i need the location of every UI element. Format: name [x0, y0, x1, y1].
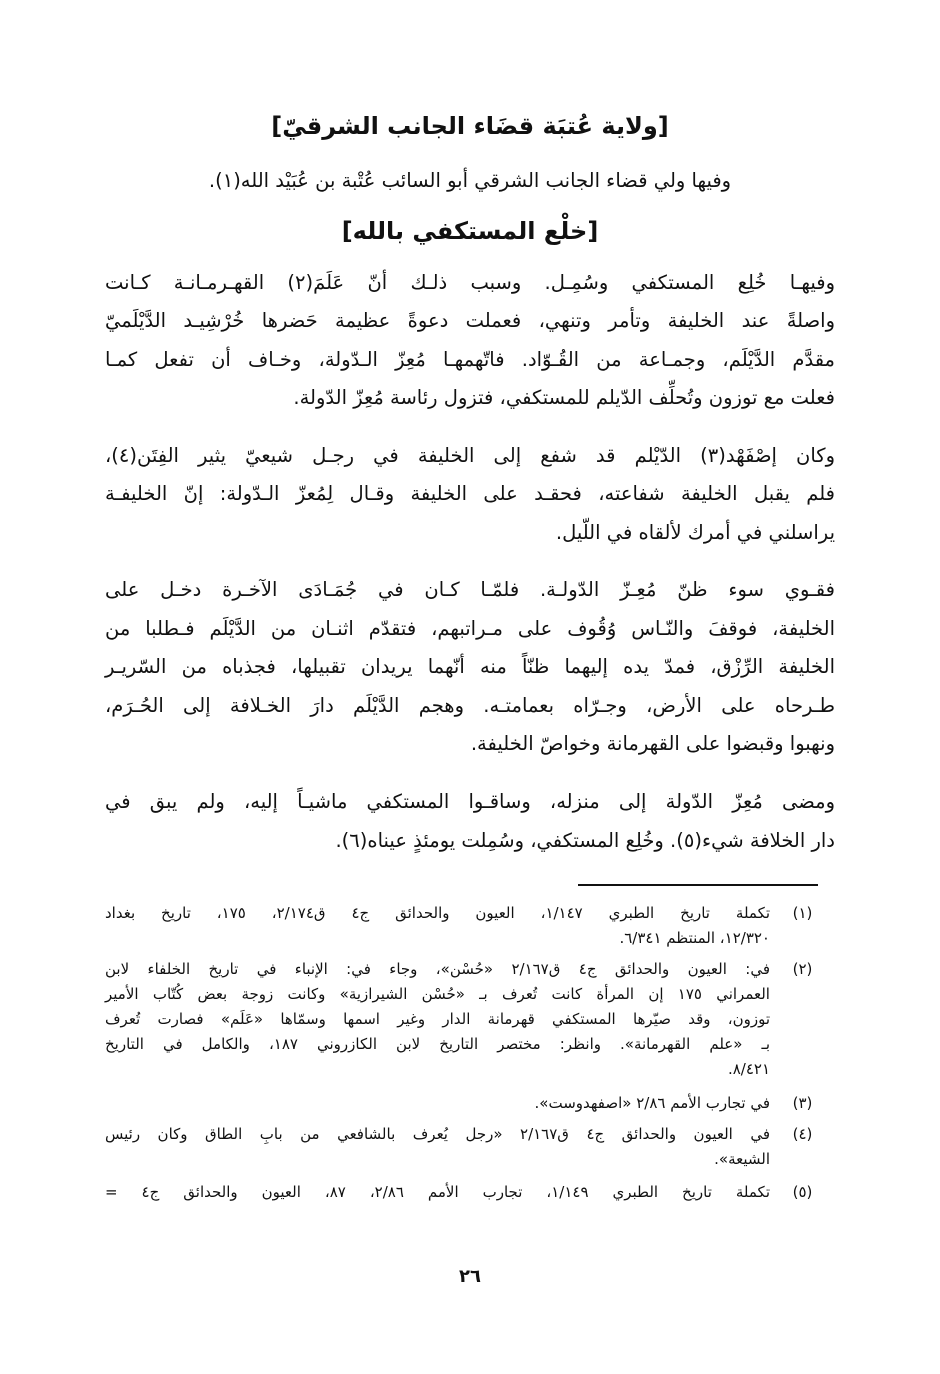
text-line: الخليفة الرِّزْق، فمدّ يده إليهما ظنّاً منه أنّهما يريدان تقبيلها، فجذباه من السّريـر	[105, 655, 835, 678]
text-line: وكان إصْفَهْد(٣) الدّيْلم قد شفع إلى الخليفة في رجـل شيعيّ يثير الفِتَن(٤)،	[105, 444, 835, 467]
footnote-line: العمراني ١٧٥ إن المرأة كانت تُعرف بـ «حُسْن الشيرازية» وكانت زوجة بعض كُتّاب الأمير	[105, 985, 770, 1003]
text-line: ونهبوا وقبضوا على القهرمانة وخواصّ الخليفة.	[470, 732, 835, 755]
footnote-line: ٨/٤٢١.	[727, 1060, 770, 1078]
footnote-number: (٢)	[792, 960, 813, 978]
text-line: ومضى مُعِزّ الدّولة إلى منزله، وساقـوا المستكفي ماشيـاً إليه، ولم يبق في	[105, 790, 835, 813]
section-heading-judgeship: [ولاية عُتبَة قضَاء الجانب الشرقيّ]	[271, 112, 669, 140]
text-line: مقدَّم الدَّيْلَم، وجمـاعة من القُـوّاد. فاتّهمهـا مُعِزّ الـدّولة، وخـاف أن تفعل كمـا	[105, 348, 835, 371]
footnote-line: بـ «علم القهرمانة». وانظر: مختصر التاريخ لابن الكازروني ١٨٧، والكامل في التاريخ	[105, 1035, 771, 1053]
footnote-line: في العيون والحدائق ج٤ ق٢/١٦٧ «رجل يُعرف بالشافعي من بابِ الطاق وكان رئيس	[105, 1125, 770, 1143]
text-line: فلم يقبل الخليفة شفاعته، فحقـد على الخليفة وقـال لِمُعزّ الـدّولة: إنّ الخليفـة	[105, 482, 835, 505]
footnote-line: في تجارب الأمم ٢/٨٦ «اصفهدوست».	[534, 1094, 770, 1112]
footnote-number: (٤)	[792, 1125, 813, 1143]
text-line: وفيهـا خُلِع المستكفي وسُمِـل. وسبب ذلـك أنّ عَلَمَ(٢) القهـرمـانـة كـانت	[105, 271, 835, 294]
footnote-line: الشيعة».	[714, 1150, 770, 1168]
footnote-line: تكملة تاريخ الطبري ١/١٤٩، تجارب الأمم ٢/٨٦، ٨٧، العيون والحدائق ج٤ =	[105, 1183, 771, 1201]
footnote-line: تكملة تاريخ الطبري ١/١٤٧، العيون والحدائق ج٤ ق٢/١٧٤، ١٧٥، تاريخ بغداد	[105, 904, 771, 922]
section-heading-deposition: [خلْع المستكفي بالله]	[341, 217, 599, 245]
intro-line: وفيها ولي قضاء الجانب الشرقي أبو السائب عُتْبة بن عُبَيْد الله(١).	[208, 169, 732, 192]
text-line: دار الخلافة شيء(٥). وخُلِع المستكفي، وسُمِلت يومئذٍ عيناه(٦).	[335, 829, 835, 852]
footnote-line: في: العيون والحدائق ج٤ ق٢/١٦٧ «حُسْن»، وجاء في: الإنباء في تاريخ الخلفاء لابن	[105, 960, 771, 978]
footnote-line: توزون، وقد صيّرها المستكفي قهرمانة الدار وغير اسمها وسمّاها «عَلَم» فصارت تُعرف	[105, 1010, 770, 1028]
text-line: فعلت مع توزون وتُحلِّف الدّيلم للمستكفي، فتزول رئاسة مُعِزّ الدّولة.	[293, 386, 835, 409]
footnote-line: ١٢/٣٢٠، المنتظم ٦/٣٤١.	[619, 929, 770, 947]
footnote-number: (١)	[792, 904, 813, 922]
text-line: الخليفة، فوقفَ والنّـاس وُقُوف على مـراتبهم، فتقدّم اثنـان من الدَّيْلَم فـطلبا من	[105, 617, 835, 640]
text-line: يراسلني في أمرك لألقاه في اللّيل.	[555, 521, 835, 544]
footnote-number: (٥)	[792, 1183, 813, 1201]
footnote-separator	[578, 884, 818, 886]
text-line: طـرحاه على الأرض، وجـرّاه بعمامتـه. وهجم الدَّيْلَم دارَ الخـلافة إلى الحُـرَم،	[105, 694, 835, 717]
text-line: فقـوي سوء ظنّ مُعِـزّ الدّولـة. فلمّـا كـان في جُمَـادَى الآخـرة دخـل على	[105, 578, 835, 601]
page-number: ٢٦	[459, 1266, 481, 1287]
footnote-number: (٣)	[792, 1094, 813, 1112]
text-line: واصلةً عند الخليفة وتأمر وتنهي، فعملت دعوةً عظيمة حَضرها خُرْشِيـد الدَّيْلَميّ	[105, 309, 835, 332]
